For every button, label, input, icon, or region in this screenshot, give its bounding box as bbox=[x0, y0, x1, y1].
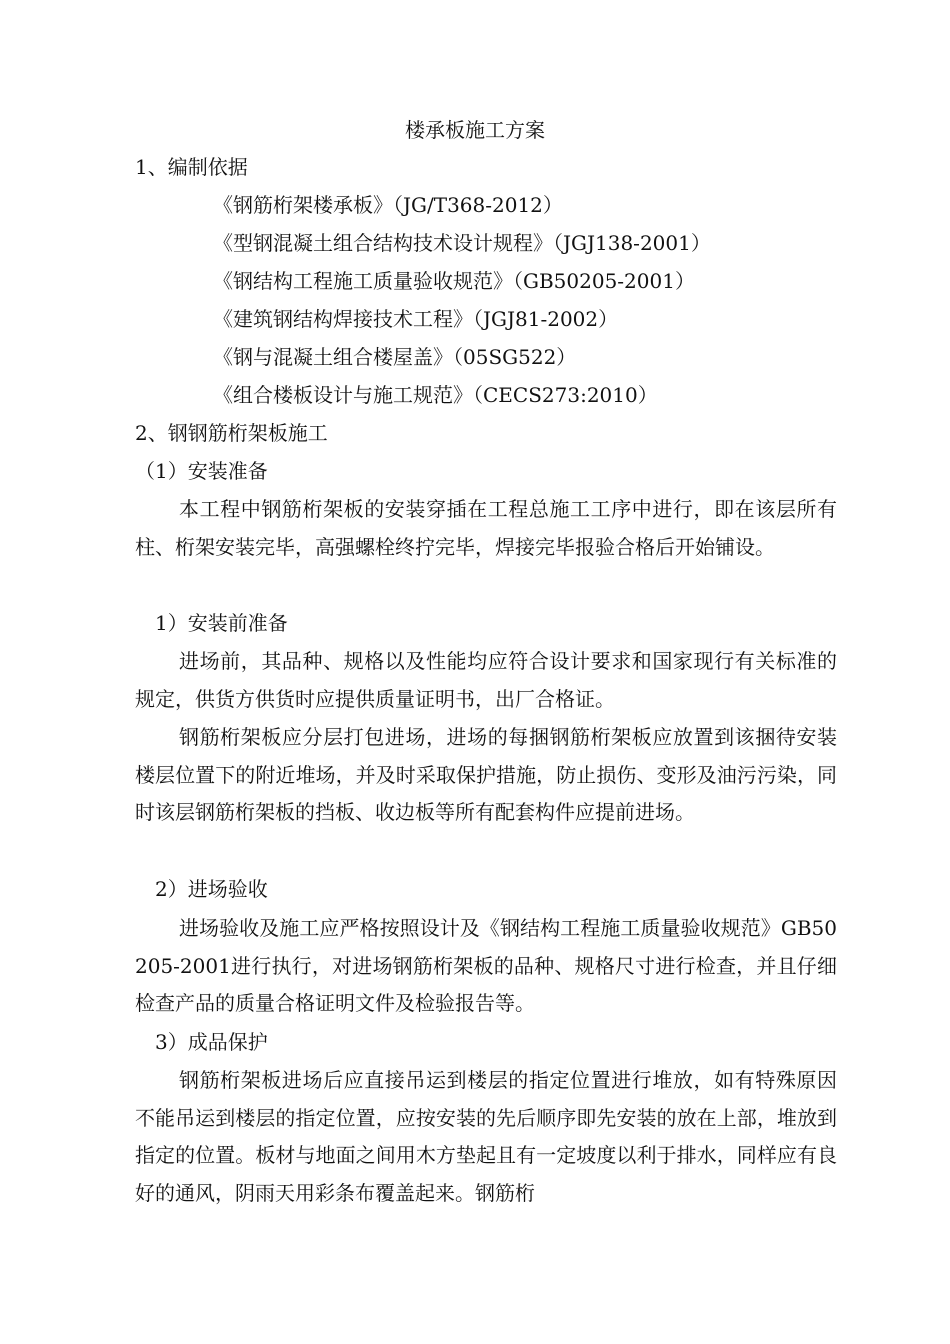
subsection-heading: （1）安装准备 bbox=[135, 459, 268, 483]
paragraph: 钢筋桁架板应分层打包进场，进场的每捆钢筋桁架板应放置到该捆待安装楼层位置下的附近堆场，并及时采取保护措施，防止损伤、变形及油污污染，同时该层钢筋桁架板的挡板、收边板等所有配套构件应提前进场。 bbox=[135, 725, 837, 824]
document-title: 楼承板施工方案 bbox=[405, 118, 545, 142]
paragraph: 进场验收及施工应严格按照设计及《钢结构工程施工质量验收规范》GB50205-2001进行执行，对进场钢筋桁架板的品种、规格尺寸进行检查，并且仔细检查产品的质量合格证明文件及检验报告等。 bbox=[135, 916, 837, 1015]
reference-item: 《钢结构工程施工质量验收规范》（GB50205-2001） bbox=[213, 269, 695, 293]
section-heading-construction: 2、钢钢筋桁架板施工 bbox=[135, 421, 328, 445]
reference-item: 《型钢混凝土组合结构技术设计规程》（JGJ138-2001） bbox=[213, 231, 711, 255]
item-heading: 2）进场验收 bbox=[155, 877, 268, 901]
section-heading-basis: 1、编制依据 bbox=[135, 155, 248, 179]
reference-item: 《钢筋桁架楼承板》（JG/T368-2012） bbox=[213, 193, 563, 217]
item-heading: 1）安装前准备 bbox=[155, 611, 288, 635]
reference-item: 《钢与混凝土组合楼屋盖》（05SG522） bbox=[213, 345, 577, 369]
paragraph: 本工程中钢筋桁架板的安装穿插在工程总施工工序中进行，即在该层所有柱、桁架安装完毕，高强螺栓终拧完毕，焊接完毕报验合格后开始铺设。 bbox=[135, 497, 837, 559]
reference-item: 《组合楼板设计与施工规范》（CECS273:2010） bbox=[213, 383, 658, 407]
paragraph: 进场前，其品种、规格以及性能均应符合设计要求和国家现行有关标准的规定，供货方供货时应提供质量证明书，出厂合格证。 bbox=[135, 649, 837, 711]
reference-item: 《建筑钢结构焊接技术工程》（JGJ81-2002） bbox=[213, 307, 619, 331]
paragraph: 钢筋桁架板进场后应直接吊运到楼层的指定位置进行堆放，如有特殊原因不能吊运到楼层的指定位置，应按安装的先后顺序即先安装的放在上部，堆放到指定的位置。板材与地面之间用木方垫起且有一定坡度以利于排水，同样应有良好的通风，阴雨天用彩条布覆盖起来。钢筋桁 bbox=[135, 1068, 837, 1205]
item-heading: 3）成品保护 bbox=[155, 1030, 268, 1054]
